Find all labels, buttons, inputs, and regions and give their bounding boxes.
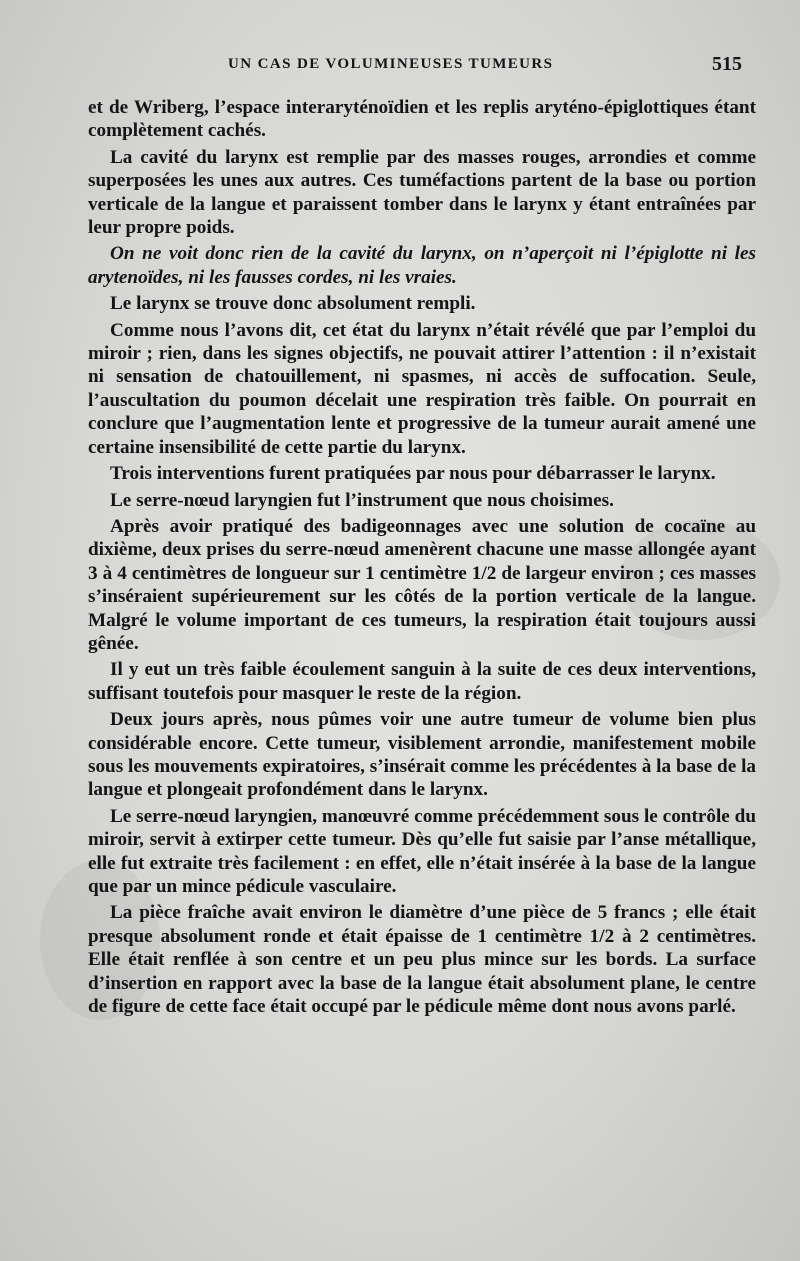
paragraph: Deux jours après, nous pûmes voir une autre tumeur de volume bien plus considérable encore. Cette tumeur, visiblement arrondie, manifestement mobile sous les mouvements expiratoires, s’insérait comme les précédentes à la base de la langue et plongeait profondément dans le larynx. xyxy=(88,709,756,801)
paragraph: Le serre-nœud laryngien fut l’instrument que nous choisimes. xyxy=(110,489,614,511)
paragraph: Le larynx se trouve donc absolument rempli. xyxy=(110,293,476,315)
paragraph: Le serre-nœud laryngien, manœuvré comme précédemment sous le contrôle du miroir, servit à extirper cette tumeur. Dès qu’elle fut saisie par l’anse métallique, elle fut extraite très facilement : en effet, elle n’était insérée à la base de la langue que par un mince pédicule vasculaire. xyxy=(88,805,756,897)
paragraph: Comme nous l’avons dit, cet état du larynx n’était révélé que par l’emploi du miroir ; rien, dans les signes objectifs, ne pouvait attirer l’attention : il n’existait ni sensation de chatouillement, ni spasmes, ni accès de suffocation. Seule, l’auscultation du poumon décelait une respiration très faible. On pourrait en conclure que l’augmentation lente et progressive de la tumeur aurait amené une certaine insensibilité de cette partie du larynx. xyxy=(88,319,756,458)
paragraph: Trois interventions furent pratiquées par nous pour débarrasser le larynx. xyxy=(110,463,716,485)
paragraph: La pièce fraîche avait environ le diamètre d’une pièce de 5 francs ; elle était presque absolument ronde et était épaisse de 1 centimètre 1/2 à 2 centimètres. Elle était renflée à son centre et un peu plus mince sur les bords. La surface d’insertion en rapport avec la base de la langue était absolument plane, le centre de figure de cette face était occupé par le pédicule même dont nous avons parlé. xyxy=(88,902,756,1018)
page-number: 515 xyxy=(712,53,742,75)
running-title: UN CAS DE VOLUMINEUSES TUMEURS xyxy=(228,56,554,72)
paragraph: et de Wriberg, l’espace interaryténoïdien et les replis aryténo-épiglottiques étant complètement cachés. xyxy=(88,97,756,142)
paragraph: Après avoir pratiqué des badigeonnages avec une solution de cocaïne au dixième, deux prises du serre-nœud amenèrent chacune une masse allongée ayant 3 à 4 centimètres de longueur sur 1 centimètre 1/2 de largeur environ ; ces masses s’inséraient supérieurement sur les côtés de la portion verticale de la langue. Malgré le volume important de ces tumeurs, la respiration était toujours aussi gênée. xyxy=(88,515,756,654)
body-text xyxy=(88,96,756,1021)
italic-paragraph: On ne voit donc rien de la cavité du larynx, on n’aperçoit ni l’épiglotte ni les arytenoïdes, ni les fausses cordes, ni les vraies. xyxy=(88,243,756,288)
paragraph: Il y eut un très faible écoulement sanguin à la suite de ces deux interventions, suffisant toutefois pour masquer le reste de la région. xyxy=(88,659,756,704)
running-header xyxy=(90,53,750,80)
paragraph: La cavité du larynx est remplie par des masses rouges, arrondies et comme superposées les unes aux autres. Ces tuméfactions partent de la base ou portion verticale de la langue et paraissent tomber dans le larynx y étant entraînées par leur propre poids. xyxy=(88,146,756,239)
